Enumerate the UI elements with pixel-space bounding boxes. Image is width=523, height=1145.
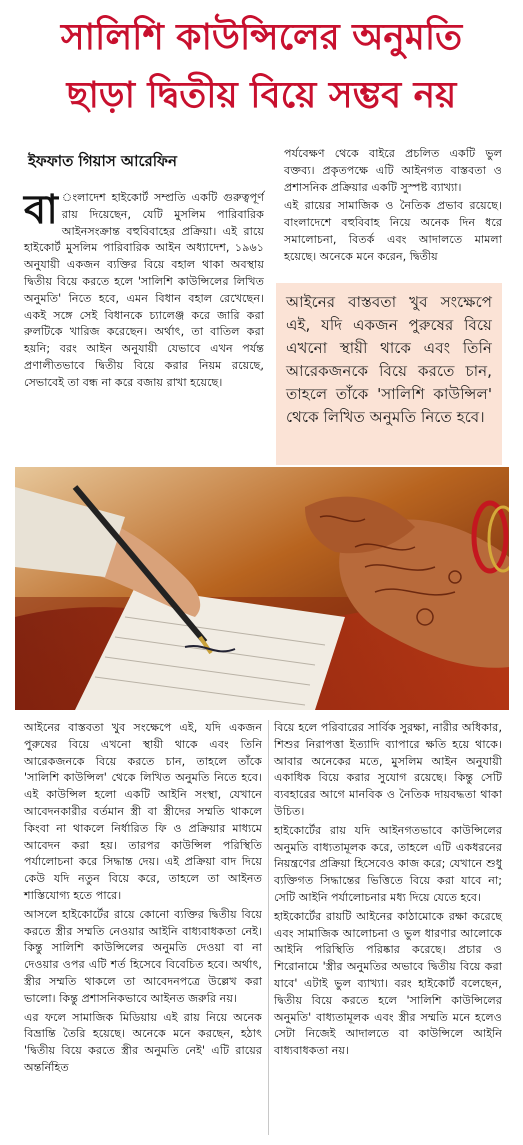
intro-paragraph: ংলাদেশ হাইকোর্ট সম্প্রতি একটি গুরুত্বপূর্ণ রায় দিয়েছেন, যেটি মুসলিম পারিবারিক আইনসংক্রান্ত বহুবিবাহের প্রক্রিয়া। এই রায়ে হাইকোর্ট মুসলিম পারিবারিক আইন অধ্যাদেশ, ১৯৬১ অনুযায়ী একজন ব্যক্তির বিয়ে বহাল থাকা অবস্থায় দ্বিতীয় বিয়ে করতে হলে 'সালিশি কাউন্সিলের লিখিত অনুমতি' নিতে হবে, এমন বিধান বহাল রেখেছেন। একই সঙ্গে সেই বিধানকে চ্যালেঞ্জ করে জারি করা রুলটিকে খারিজ করেছেন। অর্থাৎ, তা বাতিল করা হয়নি; বরং আইন অনুযায়ী যেভাবে এখন পর্যন্ত প্রণালীতভাবে দ্বিতীয় বিয়ে করার নিয়ম রয়েছে, সেভাবেই তা বন্ধ না করে বজায় রাখা হয়েছে।: [24, 191, 264, 389]
bottom-right-paragraph-3: হাইকোর্টের রায়টি আইনের কাঠামোকে রক্ষা করেছে এবং সামাজিক আলোচনা ও ভুল ধারণার আলোকে আইনি পরিস্থিতি পরিষ্কার করেছে। প্রচার ও শিরোনামে 'স্ত্রীর অনুমতির অভাবে দ্বিতীয় বিয়ে করা যাবে' এটাই ভুল ব্যাখ্যা। বরং হাইকোর্ট বলেছেন, দ্বিতীয় বিয়ে করতে হলে 'সালিশি কাউন্সিলের অনুমতি' বাধ্যতামূলক এবং স্ত্রীর সম্মতি মনে হলেও সেটা নিজেই আদালতে বা কাউন্সিলে আইনি বাধ্যবাধকতা নয়।: [274, 909, 502, 1058]
bottom-left-column: [24, 720, 262, 1140]
dropcap: বা: [24, 187, 58, 233]
bottom-left-paragraph-3: এর ফলে সামাজিক মিডিয়ায় এই রায় নিয়ে অনেক বিভ্রান্তি তৈরি হয়েছে। অনেকে মনে করছেন, হঠাৎ 'দ্বিতীয় বিয়ে করতে স্ত্রীর অনুমতি নেই' এটি রায়ের অন্তর্নিহিত: [24, 1010, 262, 1074]
bottom-right-paragraph-1: বিয়ে হলে পরিবারের সার্বিক সুরক্ষা, নারীর অধিকার, শিশুর নিরাপত্তা ইত্যাদি ব্যাপারে ক্ষতি হয়ে থাকে। আবার অনেকের মতে, মুসলিম আইন অনুযায়ী একাধিক বিয়ে করার সুযোগ রয়েছে। কিন্তু সেটি ব্যবহারের আগে মানবিক ও নৈতিক দায়বদ্ধতা থাকা উচিত।: [274, 721, 502, 818]
right-top-paragraph-1: পর্যবেক্ষণ থেকে বাইরে প্রচলিত একটি ভুল বক্তব্য। প্রকৃতপক্ষে এটি আইনগত বাস্তবতা ও প্রশাসনিক প্রক্রিয়ার একটি সুস্পষ্ট ব্যাখ্যা।: [284, 147, 502, 194]
bottom-left-paragraph-2: আসলে হাইকোর্টের রায়ে কোনো ব্যক্তির দ্বিতীয় বিয়ে করতে স্ত্রীর সম্মতি নেওয়ার আইনি বাধ্যবাধকতা নেই। কিন্তু সালিশি কাউন্সিলের অনুমতি দেওয়া বা না দেওয়ার ওপর এটি শর্ত হিসেবে বিবেচিত হবে। অর্থাৎ, স্ত্রীর সম্মতি থাকলে তা আবেদনপত্রে উল্লেখ করা ভালো। কিন্তু প্রশাসনিকভাবে আইনত জরুরি নয়।: [24, 907, 262, 1005]
bottom-right-column: [274, 720, 502, 1140]
column-divider: [268, 720, 269, 1135]
bottom-left-paragraph-1: আইনের বাস্তবতা খুব সংক্ষেপে এই, যদি একজন পুরুষের বিয়ে এখনো স্থায়ী থাকে এবং তিনি আরেকজনকে বিয়ে করতে চান, তাহলে তাঁকে 'সালিশি কাউন্সিল' থেকে লিখিত অনুমতি নিতে হবে। এই কাউন্সিল হলো একটি আইনি সংস্থা, যেখানে আবেদনকারীর বর্তমান স্ত্রী বা স্ত্রীদের সম্মতি থাকলে কিংবা না থাকলে নির্ধারিত ফি ও প্রক্রিয়ার মাধ্যমে আবেদন করা হয়। তারপর কাউন্সিল পরিস্থিতি পর্যালোচনা করে সিদ্ধান্ত দেয়। এই প্রক্রিয়া বাদ দিয়ে কেউ যদি নতুন বিয়ে করে, তাহলে তা আইনত শাস্তিযোগ্য হতে পারে।: [24, 721, 262, 902]
right-top-column: [284, 146, 502, 282]
headline-line-2: ছাড়া দ্বিতীয় বিয়ে সম্ভব নয়: [66, 75, 457, 116]
bottom-right-paragraph-2: হাইকোর্টের রায় যদি আইনগতভাবে কাউন্সিলের অনুমতি বাধ্যতামূলক করে, তাহলে এটি একধরনের নিয়ন্ত্রণের প্রক্রিয়া হিসেবেও কাজ করে; যেখানে শুধু ব্যক্তিগত সিদ্ধান্তের ভিত্তিতে বিয়ে করা যাবে না; সেটি আইনি পর্যালোচনার মধ্য দিয়ে যেতে হবে।: [274, 823, 502, 904]
pull-quote: আইনের বাস্তবতা খুব সংক্ষেপে এই, যদি একজন পুরুষের বিয়ে এখনো স্থায়ী থাকে এবং তিনি আরেকজনকে বিয়ে করতে চান, তাহলে তাঁকে 'সালিশি কাউন্সিল' থেকে লিখিত অনুমতি নিতে হবে।: [276, 283, 502, 465]
right-top-paragraph-2: এই রায়ের সামাজিক ও নৈতিক প্রভাব রয়েছে। বাংলাদেশে বহুবিবাহ নিয়ে অনেক দিন ধরে সমালোচনা, বিতর্ক এবং আদালতে মামলা হয়েছে। অনেকে মনে করেন, দ্বিতীয়: [284, 199, 502, 263]
intro-column: [24, 187, 264, 462]
wedding-hands-photo: [15, 467, 509, 710]
headline-line-1: সালিশি কাউন্সিলের অনুমতি: [60, 17, 463, 58]
byline: ইফফাত গিয়াস আরেফিন: [28, 152, 177, 170]
